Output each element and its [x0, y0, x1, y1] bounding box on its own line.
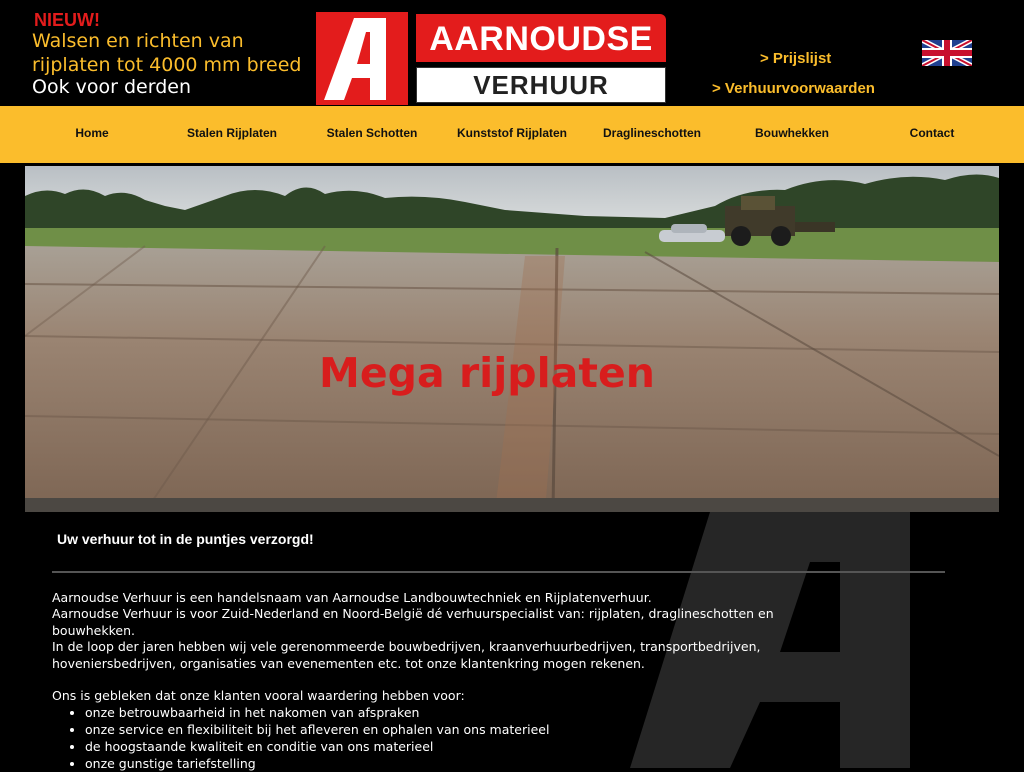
promo-new-label: NIEUW!	[34, 10, 100, 30]
hero-photo	[25, 166, 999, 512]
list-intro: Ons is gebleken dat onze klanten vooral waardering hebben voor:	[52, 688, 465, 704]
hero-caption-bar	[25, 498, 999, 512]
nav-item-contact[interactable]: Contact	[909, 126, 955, 140]
list-item: • onze service en flexibiliteit bij het afleveren en ophalen van ons materieel	[85, 721, 812, 738]
logo-subtitle-text: VERHUUR	[473, 70, 609, 100]
slogan-heading: Uw verhuur tot in de puntjes verzorgd!	[57, 531, 314, 547]
nav-item-stalen-schotten[interactable]: Stalen Schotten	[326, 126, 418, 140]
list-item: • onze betrouwbaarheid in het nakomen van afspraken	[85, 704, 812, 721]
promo-line-3: Ook voor derden	[32, 76, 191, 98]
nav-item-kunststof-rijplaten[interactable]: Kunststof Rijplaten	[457, 126, 567, 140]
list-item: • onze gunstige tariefstelling	[85, 755, 812, 772]
promo-line-1: Walsen en richten van	[32, 30, 244, 52]
intro-paragraph-3: In de loop der jaren hebben wij vele gerenommeerde bouwbedrijven, kraanverhuurbedrijven, transportbedrijven, hoveniersbedrijven, organisaties van evenementen etc. tot onze klantenkring mogen rekenen.	[52, 639, 761, 671]
promo-line-2: rijplaten tot 4000 mm breed	[32, 54, 302, 76]
company-logo[interactable]	[316, 12, 672, 105]
site-header	[0, 0, 1024, 106]
spacer	[52, 672, 812, 688]
intro-paragraph-2: Aarnoudse Verhuur is voor Zuid-Nederland en Noord-België dé verhuurspecialist van: rijplaten, draglineschotten en bouwhekken.	[52, 606, 774, 638]
list-item: • de hoogstaande kwaliteit en conditie van ons materieel	[85, 738, 812, 755]
logo-name-text: AARNOUDSE	[429, 20, 653, 58]
logo-subtitle-box	[416, 67, 666, 103]
intro-paragraph-1: Aarnoudse Verhuur is een handelsnaam van Aarnoudse Landbouwtechniek en Rijplatenverhuur.	[52, 590, 652, 605]
nav-item-bouwhekken[interactable]: Bouwhekken	[754, 126, 830, 140]
appreciation-list	[52, 704, 812, 772]
intro-text	[52, 590, 812, 772]
verhuurvoorwaarden-link[interactable]: > Verhuurvoorwaarden	[712, 80, 875, 97]
hero-title: Mega rijplaten	[319, 349, 655, 397]
nav-item-stalen-rijplaten[interactable]: Stalen Rijplaten	[186, 126, 278, 140]
nav-item-draglineschotten[interactable]: Draglineschotten	[602, 126, 702, 140]
hero-banner[interactable]	[25, 166, 999, 512]
nav-item-home[interactable]: Home	[75, 126, 109, 140]
logo-a-mark-icon	[316, 12, 408, 105]
main-navigation	[0, 106, 1024, 163]
logo-name-box	[416, 14, 666, 62]
divider	[52, 571, 945, 573]
uk-flag-icon[interactable]	[922, 40, 972, 66]
prijslijst-link[interactable]: > Prijslijst	[760, 50, 832, 67]
